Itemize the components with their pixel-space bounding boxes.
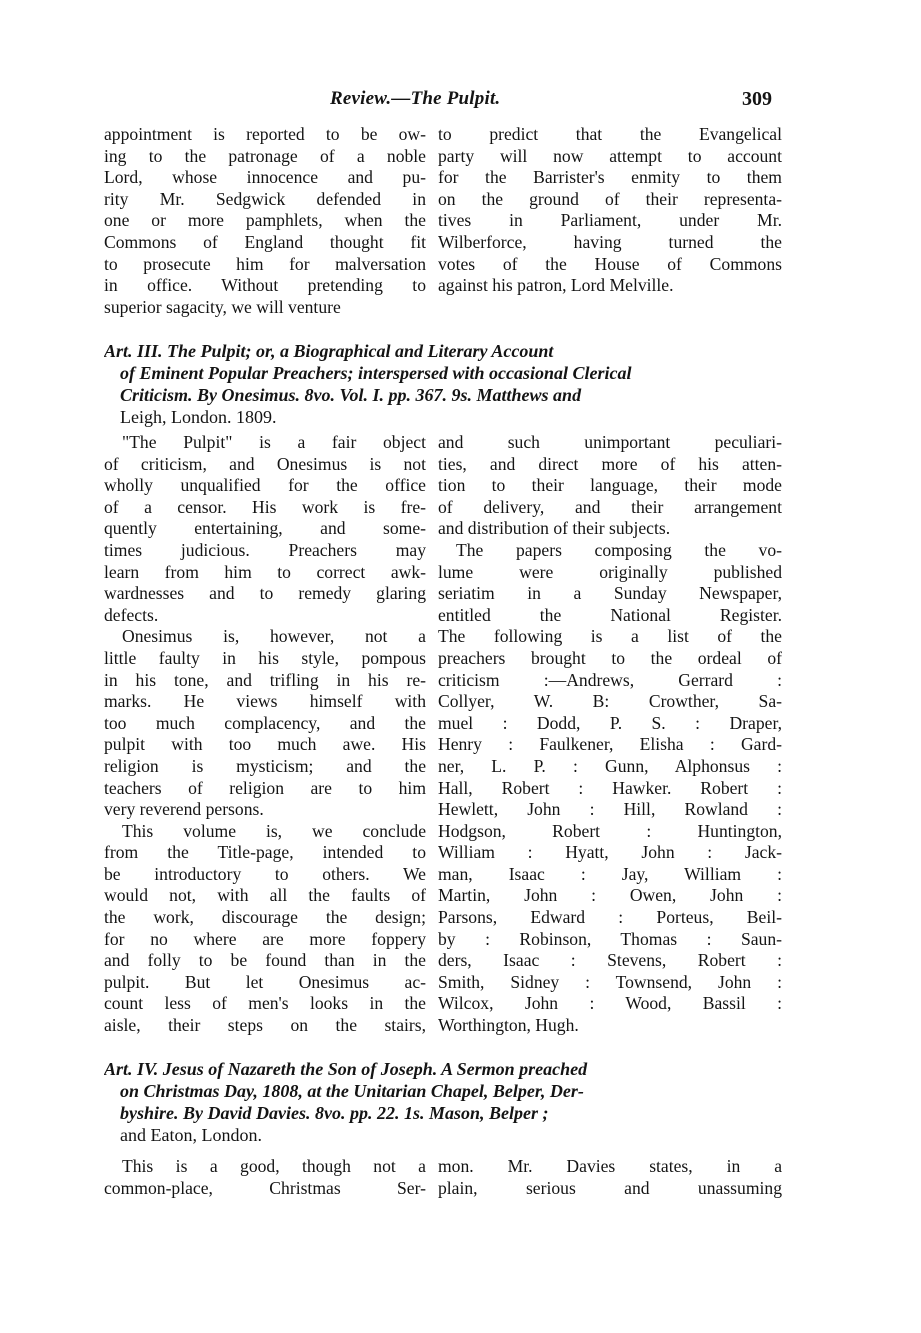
text-line: This is a good, though not a <box>122 1156 426 1176</box>
text-line: rity Mr. Sedgwick defended in <box>104 188 426 209</box>
article-4-right-column <box>438 1156 782 1199</box>
text-line: man, Isaac : Jay, William : <box>438 863 782 884</box>
text-line: pulpit. But let Onesimus ac- <box>104 971 426 992</box>
text-line: in office. Without pretending to <box>104 275 426 296</box>
text-line: The following is a list of the <box>438 626 782 647</box>
text-line: against his patron, Lord Melville. <box>438 275 674 296</box>
text-line: and folly to be found than in the <box>104 950 426 971</box>
text-line: votes of the House of Commons <box>438 253 782 274</box>
text-line: ders, Isaac : Stevens, Robert : <box>438 950 782 971</box>
text-line: the work, discourage the design; <box>104 907 426 928</box>
text-line: of a censor. His work is fre- <box>104 496 426 517</box>
text-line: plain, serious and unassuming <box>438 1177 782 1198</box>
text-line: for no where are more foppery <box>104 928 426 949</box>
text-line: to prosecute him for malversation <box>104 253 426 274</box>
text-line: Henry : Faulkener, Elisha : Gard- <box>438 734 782 755</box>
text-line: common-place, Christmas Ser- <box>104 1177 426 1198</box>
text-line: be introductory to others. We <box>104 863 426 884</box>
text-line: ing to the patronage of a noble <box>104 145 426 166</box>
heading-line: of Eminent Popular Preachers; interspersed with occasional Clerical <box>120 363 632 383</box>
text-line: The papers composing the vo- <box>456 539 782 560</box>
text-line: "The Pulpit" is a fair object <box>122 432 426 452</box>
text-line: ties, and direct more of his atten- <box>438 453 782 474</box>
text-line: learn from him to correct awk- <box>104 561 426 582</box>
text-line: aisle, their steps on the stairs, <box>104 1015 426 1036</box>
text-line: one or more pamphlets, when the <box>104 210 426 231</box>
text-line: appointment is reported to be ow- <box>104 124 426 144</box>
text-line: Martin, John : Owen, John : <box>438 885 782 906</box>
text-line: defects. <box>104 604 159 625</box>
article-4-left-column <box>104 1156 426 1199</box>
text-line: too much complacency, and the <box>104 712 426 733</box>
article-3-heading <box>104 340 784 428</box>
text-line: of criticism, and Onesimus is not <box>104 453 426 474</box>
text-line: teachers of religion are to him <box>104 777 426 798</box>
text-line: and distribution of their subjects. <box>438 518 671 539</box>
text-line: on the ground of their representa- <box>438 188 782 209</box>
text-line: ner, L. P. : Gunn, Alphonsus : <box>438 755 782 776</box>
text-line: by : Robinson, Thomas : Saun- <box>438 928 782 949</box>
text-line: Parsons, Edward : Porteus, Beil- <box>438 907 782 928</box>
running-title: Review.—The Pulpit. <box>330 88 501 109</box>
text-line: Wilberforce, having turned the <box>438 231 782 252</box>
text-line: criticism :—Andrews, Gerrard : <box>438 669 782 690</box>
text-line: Worthington, Hugh. <box>438 1015 579 1036</box>
text-line: would not, with all the faults of <box>104 885 426 906</box>
text-line: Smith, Sidney : Townsend, John : <box>438 971 782 992</box>
text-line: Wilcox, John : Wood, Bassil : <box>438 993 782 1014</box>
text-line: for the Barrister's enmity to them <box>438 167 782 188</box>
text-line: from the Title-page, intended to <box>104 842 426 863</box>
text-line: tives in Parliament, under Mr. <box>438 210 782 231</box>
heading-line: on Christmas Day, 1808, at the Unitarian Chapel, Belper, Der- <box>120 1081 584 1101</box>
text-line: to predict that the Evangelical <box>438 124 782 144</box>
text-line: preachers brought to the ordeal of <box>438 647 782 668</box>
text-line: muel : Dodd, P. S. : Draper, <box>438 712 782 733</box>
article-3-left-column <box>104 432 426 1037</box>
text-line: superior sagacity, we will venture <box>104 296 341 317</box>
text-line: mon. Mr. Davies states, in a <box>438 1156 782 1176</box>
heading-line: Art. III. The Pulpit; or, a Biographical and Literary Account <box>104 341 554 361</box>
heading-line: and Eaton, London. <box>120 1125 262 1145</box>
heading-line: Criticism. By Onesimus. 8vo. Vol. I. pp. 367. 9s. Matthews and <box>120 385 582 405</box>
text-line: seriatim in a Sunday Newspaper, <box>438 583 782 604</box>
text-line: Onesimus is, however, not a <box>122 626 426 647</box>
article-3-right-column <box>438 432 782 1037</box>
text-line: Collyer, W. B: Crowther, Sa- <box>438 691 782 712</box>
text-line: of delivery, and their arrangement <box>438 496 782 517</box>
text-line: This volume is, we conclude <box>122 820 426 841</box>
text-line: in his tone, and trifling in his re- <box>104 669 426 690</box>
text-line: entitled the National Register. <box>438 604 782 625</box>
text-line: very reverend persons. <box>104 799 264 820</box>
text-line: quently entertaining, and some- <box>104 518 426 539</box>
text-line: lume were originally published <box>438 561 782 582</box>
text-line: little faulty in his style, pompous <box>104 647 426 668</box>
text-line: wardnesses and to remedy glaring <box>104 583 426 604</box>
top-right-column <box>438 124 782 297</box>
text-line: religion is mysticism; and the <box>104 755 426 776</box>
text-line: marks. He views himself with <box>104 691 426 712</box>
text-line: Commons of England thought fit <box>104 231 426 252</box>
text-line: and such unimportant peculiari- <box>438 432 782 452</box>
heading-line: Leigh, London. 1809. <box>120 407 277 427</box>
text-line: Hall, Robert : Hawker. Robert : <box>438 777 782 798</box>
text-line: party will now attempt to account <box>438 145 782 166</box>
text-line: wholly unqualified for the office <box>104 475 426 496</box>
page-number: 309 <box>742 88 772 110</box>
text-line: tion to their language, their mode <box>438 475 782 496</box>
text-line: Lord, whose innocence and pu- <box>104 167 426 188</box>
text-line: Hodgson, Robert : Huntington, <box>438 820 782 841</box>
text-line: count less of men's looks in the <box>104 993 426 1014</box>
text-line: Hewlett, John : Hill, Rowland : <box>438 799 782 820</box>
text-line: William : Hyatt, John : Jack- <box>438 842 782 863</box>
heading-line: Art. IV. Jesus of Nazareth the Son of Joseph. A Sermon preached <box>104 1059 588 1079</box>
text-line: times judicious. Preachers may <box>104 539 426 560</box>
article-4-heading <box>104 1058 784 1146</box>
heading-line: byshire. By David Davies. 8vo. pp. 22. 1s. Mason, Belper ; <box>120 1103 549 1123</box>
text-line: pulpit with too much awe. His <box>104 734 426 755</box>
top-left-column <box>104 124 426 318</box>
